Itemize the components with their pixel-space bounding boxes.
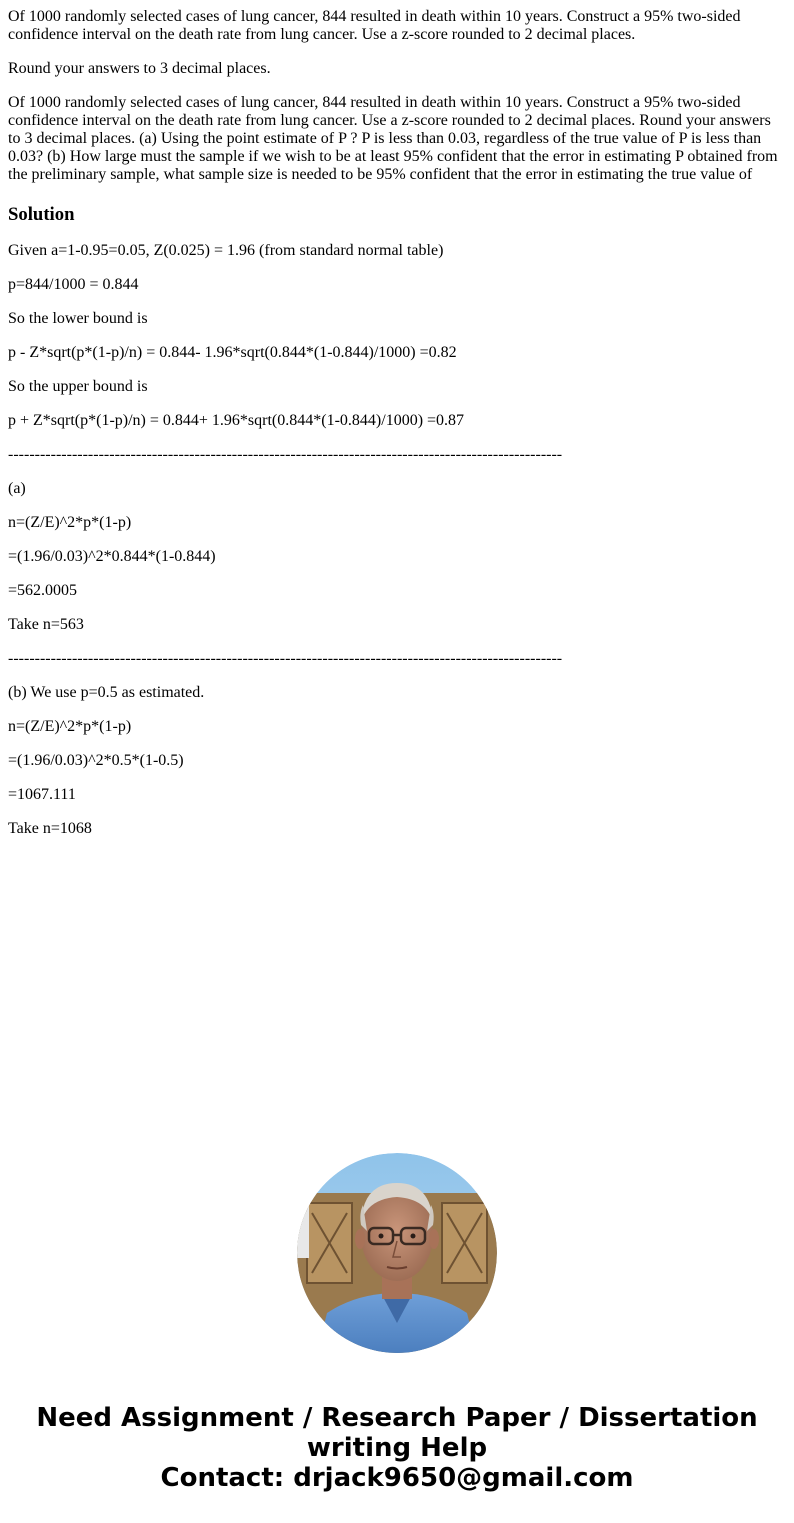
author-avatar <box>297 1153 497 1353</box>
question-paragraph-2: Round your answers to 3 decimal places. <box>8 60 271 77</box>
solution-line: (a) <box>8 480 26 497</box>
solution-line: =562.0005 <box>8 582 78 599</box>
solution-heading: Solution <box>8 204 75 225</box>
divider-line: -------------------------------------------------------------------------------------------------------- <box>8 446 563 463</box>
solution-line: p + Z*sqrt(p*(1-p)/n) = 0.844+ 1.96*sqrt(0.844*(1-0.844)/1000) =0.87 <box>8 412 465 429</box>
solution-line: (b) We use p=0.5 as estimated. <box>8 684 205 701</box>
question-paragraph-1: Of 1000 randomly selected cases of lung cancer, 844 resulted in death within 10 years. Construct a 95% two-sided confidence interval on the death rate from lung cancer. Use a z-score rounded to 2 decimal places. <box>8 8 741 43</box>
contact-footer <box>0 1403 794 1493</box>
solution-line: =(1.96/0.03)^2*0.5*(1-0.5) <box>8 752 184 769</box>
solution-line: So the lower bound is <box>8 310 148 327</box>
footer-line-1: Need Assignment / Research Paper / Dissertation <box>36 1403 758 1433</box>
solution-line: Take n=1068 <box>8 820 92 837</box>
solution-line: =1067.111 <box>8 786 76 803</box>
divider-line: -------------------------------------------------------------------------------------------------------- <box>8 650 563 667</box>
solution-line: So the upper bound is <box>8 378 148 395</box>
document-content <box>8 8 786 854</box>
footer-contact-email: Contact: drjack9650@gmail.com <box>160 1463 634 1493</box>
question-paragraph-3: Of 1000 randomly selected cases of lung cancer, 844 resulted in death within 10 years. Construct a 95% two-sided confidence interval on the death rate from lung cancer. Use a z-score rounded to 2 decimal places. Round your answers to 3 decimal places. (a) Using the point estimate of P ? P is less than 0.03, regardless of the true value of P is less than 0.03? (b) How large must the sample if we wish to be at least 95% confident that the error in estimating P obtained from the preliminary sample, what sample size is needed to be 95% confident that the error in estimating the true value of <box>8 94 778 183</box>
footer-line-2: writing Help <box>306 1433 488 1463</box>
solution-body <box>8 242 786 838</box>
solution-line: Take n=563 <box>8 616 84 633</box>
solution-line: p - Z*sqrt(p*(1-p)/n) = 0.844- 1.96*sqrt(0.844*(1-0.844)/1000) =0.82 <box>8 344 457 361</box>
solution-line: =(1.96/0.03)^2*0.844*(1-0.844) <box>8 548 216 565</box>
solution-line: n=(Z/E)^2*p*(1-p) <box>8 514 132 531</box>
solution-line: Given a=1-0.95=0.05, Z(0.025) = 1.96 (from standard normal table) <box>8 242 444 259</box>
solution-line: n=(Z/E)^2*p*(1-p) <box>8 718 132 735</box>
solution-line: p=844/1000 = 0.844 <box>8 276 139 293</box>
